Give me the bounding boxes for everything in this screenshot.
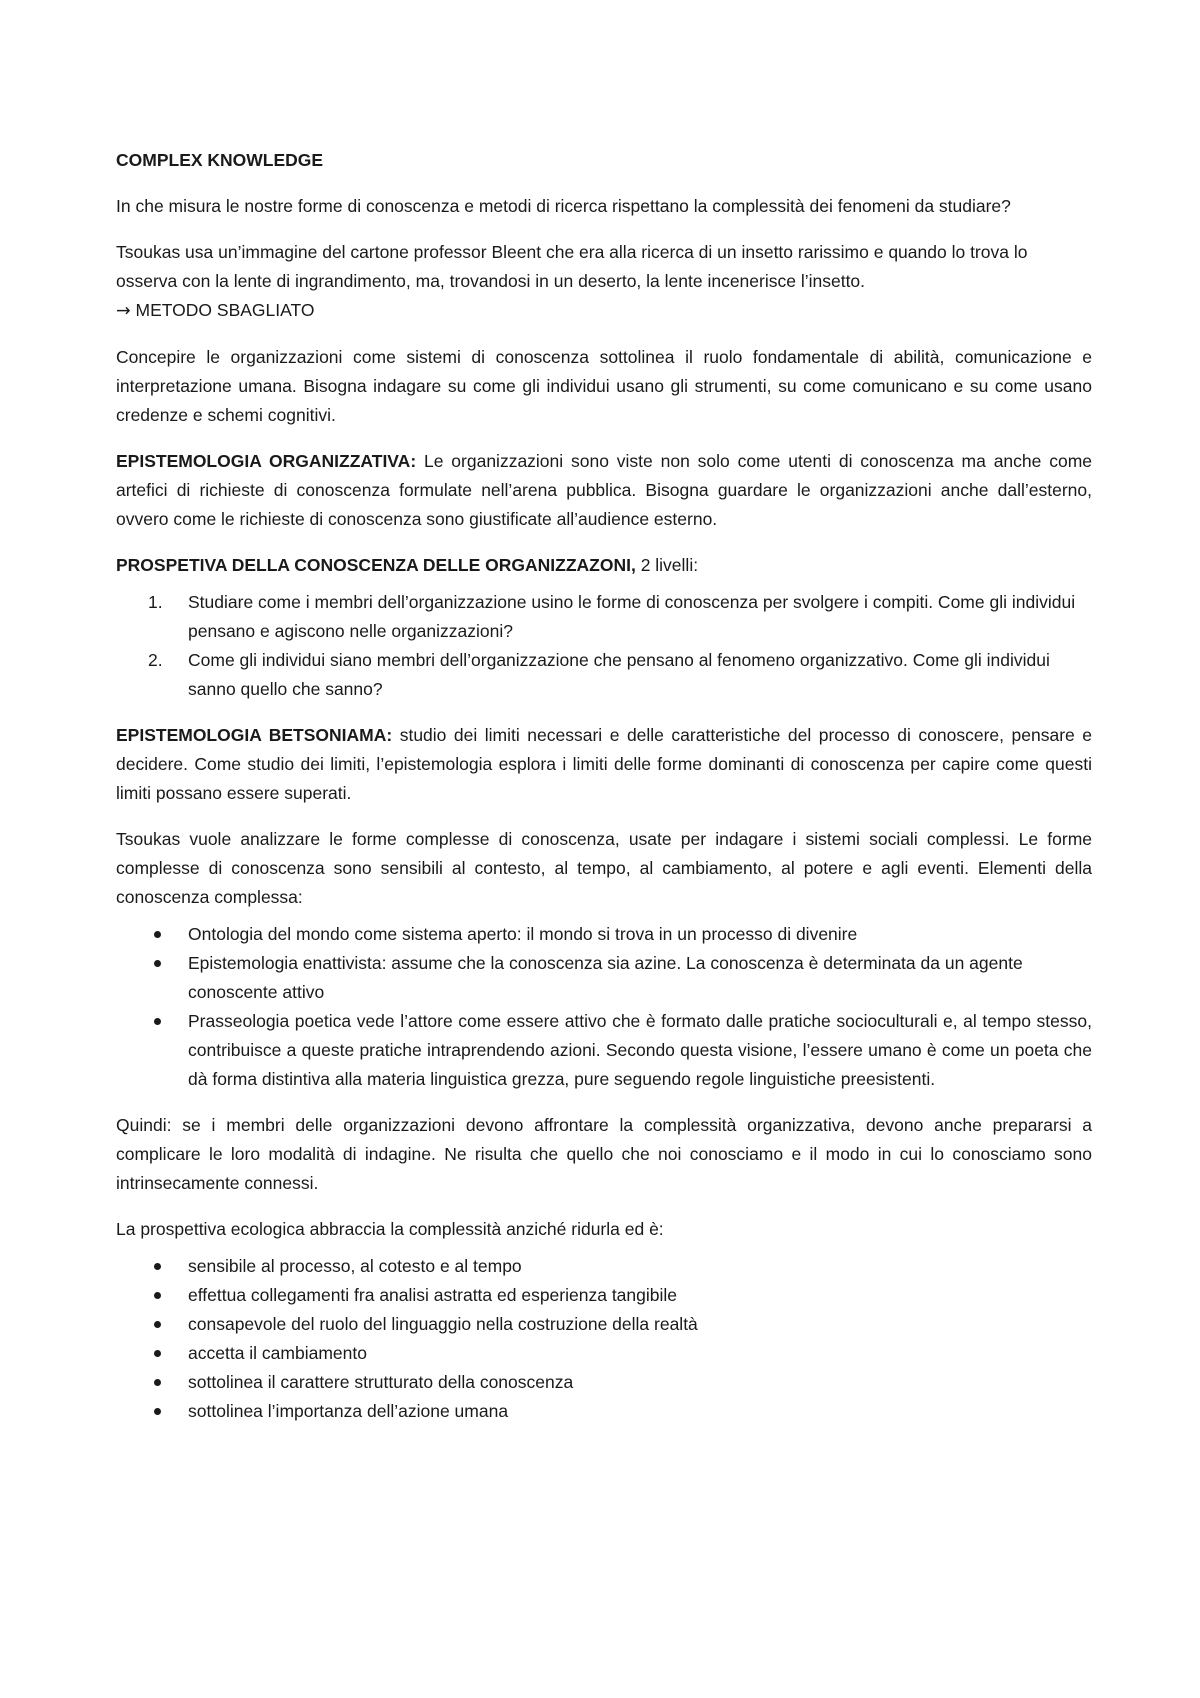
list-item-number: 2. [148,650,163,670]
prospettiva-levels-list [116,588,1092,704]
complex-forms-paragraph: Tsoukas vuole analizzare le forme complesse di conoscenza, usate per indagare i sistemi sociali complessi. Le forme complesse di conoscenza sono sensibili al contesto, al tempo, al cambiamento, al potere e agli eventi. Elementi della conoscenza complessa: [116,829,1092,907]
bullet-icon [154,931,161,938]
organizations-paragraph: Concepire le organizzazioni come sistemi di conoscenza sottolinea il ruolo fondamentale di abilità, comunicazione e interpretazione umana. Bisogna indagare su come gli individui usano gli strumenti, su come comunicano e su come usano credenze e schemi cognitivi. [116,347,1092,425]
tsoukas-example-paragraph [116,238,1092,326]
bullet-icon [154,1018,161,1025]
epistemologia-organizzativa-label: EPISTEMOLOGIA ORGANIZZATIVA: [116,451,417,471]
list-item [116,920,1092,949]
epistemologia-betsoniama-label: EPISTEMOLOGIA BETSONIAMA: [116,725,393,745]
list-item-text: sottolinea l’importanza dell’azione umana [188,1401,509,1421]
bullet-icon [154,1292,161,1299]
ecological-intro: La prospettiva ecologica abbraccia la complessità anziché ridurla ed è: [116,1219,664,1239]
list-item-text: accetta il cambiamento [188,1343,367,1363]
list-item-text: sensibile al processo, al cotesto e al tempo [188,1256,522,1276]
list-item [116,1397,1092,1426]
bullet-icon [154,1350,161,1357]
bullet-icon [154,1408,161,1415]
list-item [116,1339,1092,1368]
list-item-text: Ontologia del mondo come sistema aperto: il mondo si trova in un processo di divenire [188,924,858,944]
list-item [116,949,1092,1007]
list-item [116,588,1092,646]
document-title: COMPLEX KNOWLEDGE [116,150,324,170]
tsoukas-example-conclusion: METODO SBAGLIATO [135,300,315,320]
prospettiva-suffix: 2 livelli: [635,555,699,575]
bullet-icon [154,1321,161,1328]
arrow-right-icon: → [116,301,131,321]
list-item-text: effettua collegamenti fra analisi astratta ed esperienza tangibile [188,1285,678,1305]
list-item [116,1281,1092,1310]
epistemologia-betsoniama-text: studio dei limiti necessari e delle caratteristiche del processo di conoscere, pensare e decidere. Come studio dei limiti, l’epistemologia esplora i limiti delle forme dominanti di conoscenza per capire come questi limiti possano essere superati. [116,725,1093,803]
list-item [116,1007,1092,1094]
list-item-text: sottolinea il carattere strutturato della conoscenza [188,1372,574,1392]
prospettiva-heading [116,551,1092,580]
list-item [116,1252,1092,1281]
list-item [116,646,1092,704]
bullet-icon [154,1379,161,1386]
tsoukas-example-text: Tsoukas usa un’immagine del cartone professor Bleent che era alla ricerca di un insetto rarissimo e quando lo trova lo osserva con la lente di ingrandimento, ma, trovandosi in un deserto, la lente incenerisce l’insetto. [116,242,1028,291]
list-item-text: Prasseologia poetica vede l’attore come essere attivo che è formato dalle pratiche socioculturali e, al tempo stesso, contribuisce a queste pratiche intraprendendo azioni. Secondo questa visione, l’essere umano è come un poeta che dà forma distintiva alla materia linguistica grezza, pure seguendo regole linguistiche preesistenti. [188,1011,1092,1089]
list-item [116,1368,1092,1397]
complex-knowledge-elements-list [116,920,1092,1094]
bullet-icon [154,1263,161,1270]
list-item-text: Come gli individui siano membri dell’organizzazione che pensano al fenomeno organizzativo. Come gli individui sanno quello che sanno? [188,650,1050,699]
epistemologia-organizzativa-text: Le organizzazioni sono viste non solo come utenti di conoscenza ma anche come artefici di richieste di conoscenza formulate nell’arena pubblica. Bisogna guardare le organizzazioni anche dall’esterno, ovvero come le richieste di conoscenza sono giustificate all’audience esterno. [116,451,1093,529]
list-item-text: Epistemologia enattivista: assume che la conoscenza sia azine. La conoscenza è determinata da un agente conoscente attivo [188,953,1023,1002]
document-page [116,146,1092,1443]
quindi-paragraph: Quindi: se i membri delle organizzazioni devono affrontare la complessità organizzativa, devono anche prepararsi a complicare le loro modalità di indagine. Ne risulta che quello che noi conosciamo e il modo in cui lo conosciamo sono intrinsecamente connessi. [116,1115,1092,1193]
list-item [116,1310,1092,1339]
epistemologia-organizzativa-paragraph [116,447,1092,534]
list-item-text: consapevole del ruolo del linguaggio nella costruzione della realtà [188,1314,698,1334]
list-item-number: 1. [148,592,163,612]
intro-question: In che misura le nostre forme di conoscenza e metodi di ricerca rispettano la complessità dei fenomeni da studiare? [116,196,1011,216]
ecological-perspective-list [116,1252,1092,1426]
list-item-text: Studiare come i membri dell’organizzazione usino le forme di conoscenza per svolgere i compiti. Come gli individui pensano e agiscono nelle organizzazioni? [188,592,1076,641]
bullet-icon [154,960,161,967]
epistemologia-betsoniama-paragraph [116,721,1092,808]
prospettiva-label: PROSPETIVA DELLA CONOSCENZA DELLE ORGANIZZAZONI, [116,555,636,575]
